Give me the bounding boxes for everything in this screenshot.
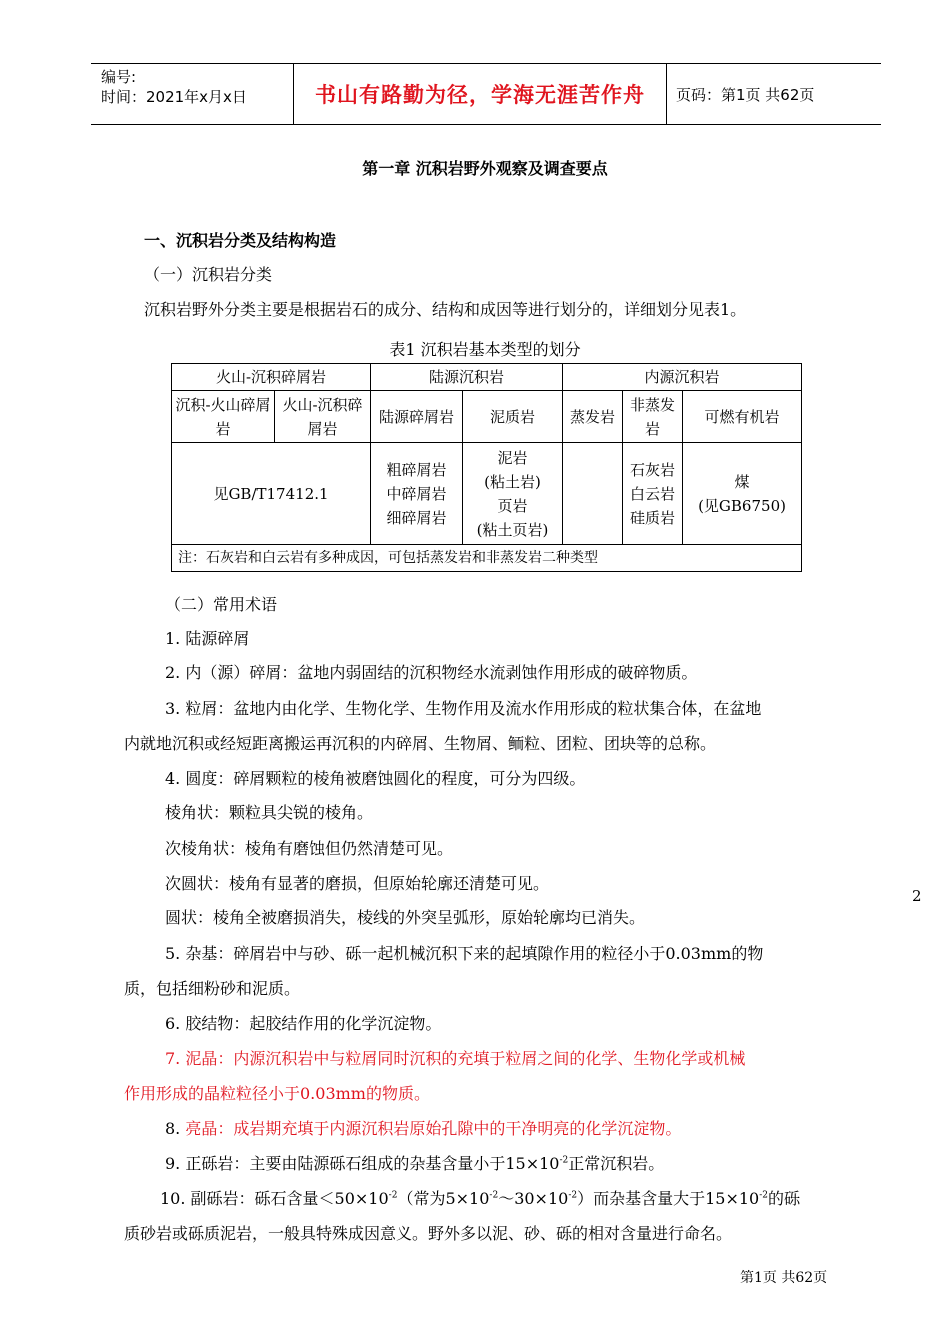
term-item: 质，包括细粉砂和泥质。 xyxy=(124,979,301,998)
subsection-title: （二）常用术语 xyxy=(165,595,278,614)
term-item xyxy=(165,1046,745,1069)
term-item: 6. 胶结物：起胶结作用的化学沉淀物。 xyxy=(165,1014,442,1033)
sub-header: 火山-沉积碎屑岩 xyxy=(275,391,371,443)
superscript: -2 xyxy=(489,1190,499,1201)
cell-nonevaporite xyxy=(623,443,683,545)
superscript: -2 xyxy=(559,1155,569,1166)
term-item: 内就地沉积或经短距离搬运再沉积的内碎屑、生物屑、鲕粒、团粒、团块等的总称。 xyxy=(124,734,717,753)
term-text: 10. 副砾岩：砾石含量＜50×10 xyxy=(160,1189,389,1208)
page-footer: 第1页 共62页 xyxy=(740,1270,828,1286)
cell-line: 页岩 xyxy=(497,496,528,515)
term-text: 的砾 xyxy=(768,1189,801,1208)
header-divider xyxy=(666,64,667,124)
cell-line: 中碎屑岩 xyxy=(386,484,447,503)
term-number: 8. xyxy=(165,1119,181,1138)
term-text: 9. 正砾岩：主要由陆源砾石组成的杂基含量小于15×10 xyxy=(165,1154,560,1173)
intro-paragraph: 沉积岩野外分类主要是根据岩石的成分、结构和成因等进行划分的，详细划分见表1。 xyxy=(144,300,747,319)
term-item: 5. 杂基：碎屑岩中与砂、砾一起机械沉积下来的起填隙作用的粒径小于0.03mm的物 xyxy=(165,944,764,963)
cell-line: 石灰岩 xyxy=(630,460,676,479)
term-text: （常为5×10 xyxy=(397,1189,490,1208)
cell-line: (粘土页岩) xyxy=(476,520,549,539)
chapter-title: 第一章 沉积岩野外观察及调查要点 xyxy=(362,159,608,178)
cell-line: 煤 xyxy=(734,472,750,491)
sub-header: 陆源碎屑岩 xyxy=(371,391,463,443)
term-item: 3. 粒屑：盆地内由化学、生物化学、生物作用及流水作用形成的粒状集合体，在盆地 xyxy=(165,699,762,718)
cell-line: 白云岩 xyxy=(630,484,676,503)
side-page-number: 2 xyxy=(912,887,922,905)
table-caption: 表1 沉积岩基本类型的划分 xyxy=(389,340,581,359)
term-item xyxy=(165,1116,681,1139)
term-text: ）而杂基含量大于15×10 xyxy=(577,1189,760,1208)
term-item: 圆状：棱角全被磨损消失，棱线的外突呈弧形，原始轮廓均已消失。 xyxy=(165,908,646,927)
sub-header: 蒸发岩 xyxy=(563,391,623,443)
cell-line: 粗碎屑岩 xyxy=(386,460,447,479)
time-label: 时间：2021年x月x日 xyxy=(101,88,247,106)
group-header-terrigenous: 陆源沉积岩 xyxy=(371,364,563,391)
cell-organic xyxy=(683,443,802,545)
term-item: 1. 陆源碎屑 xyxy=(165,629,250,648)
term-item: 2. 内（源）碎屑：盆地内弱固结的沉积物经水流剥蚀作用形成的破碎物质。 xyxy=(165,663,698,682)
term-item xyxy=(160,1186,800,1209)
superscript: -2 xyxy=(568,1190,578,1201)
term-item: 4. 圆度：碎屑颗粒的棱角被磨蚀圆化的程度，可分为四级。 xyxy=(165,769,586,788)
term-item: 次圆状：棱角有显著的磨损，但原始轮廓还清楚可见。 xyxy=(165,874,550,893)
cell-clastic xyxy=(371,443,463,545)
table-note: 注：石灰岩和白云岩有多种成因，可包括蒸发岩和非蒸发岩二种类型 xyxy=(172,545,802,572)
header-page-label: 页码：第1页 共62页 xyxy=(676,85,815,104)
group-header-endogenous: 内源沉积岩 xyxy=(563,364,802,391)
sub-header: 泥质岩 xyxy=(463,391,563,443)
term-item: 质砂岩或砾质泥岩，一般具特殊成因意义。野外多以泥、砂、砾的相对含量进行命名。 xyxy=(124,1224,733,1243)
term-text-red: 亮晶：成岩期充填于内源沉积岩原始孔隙中的干净明亮的化学沉淀物。 xyxy=(185,1119,682,1138)
section-title: 一、沉积岩分类及结构构造 xyxy=(144,231,337,250)
sub-header: 非蒸发岩 xyxy=(623,391,683,443)
term-item: 棱角状：颗粒具尖锐的棱角。 xyxy=(165,803,374,822)
term-text: ～30×10 xyxy=(498,1189,569,1208)
term-item: 次棱角状：棱角有磨蚀但仍然清楚可见。 xyxy=(165,839,454,858)
superscript: -2 xyxy=(388,1190,398,1201)
sub-header: 可燃有机岩 xyxy=(683,391,802,443)
superscript: -2 xyxy=(759,1190,769,1201)
cell-mud xyxy=(463,443,563,545)
group-header-volcanic: 火山-沉积碎屑岩 xyxy=(172,364,371,391)
sub-header: 沉积-火山碎屑岩 xyxy=(172,391,275,443)
term-text-red: 7. 泥晶：内源沉积岩中与粒屑同时沉积的充填于粒屑之间的化学、生物化学或机械 xyxy=(165,1049,746,1068)
cell-line: (见GB6750) xyxy=(698,496,786,515)
page-header xyxy=(91,63,881,125)
cell-line: 泥岩 xyxy=(497,448,528,467)
subsection-title: （一）沉积岩分类 xyxy=(144,265,273,284)
header-meta xyxy=(101,67,291,107)
cell-evaporite xyxy=(563,443,623,545)
cell-line: (粘土岩) xyxy=(484,472,541,491)
cell-volcanic: 见GB/T17412.1 xyxy=(172,443,371,545)
term-text: 正常沉积岩。 xyxy=(568,1154,665,1173)
header-motto: 书山有路勤为径，学海无涯苦作舟 xyxy=(315,83,645,107)
cell-line: 细碎屑岩 xyxy=(386,508,447,527)
term-item xyxy=(165,1151,664,1174)
term-item: 作用形成的晶粒粒径小于0.03mm的物质。 xyxy=(124,1084,430,1103)
cell-line: 硅质岩 xyxy=(630,508,676,527)
rock-classification-table xyxy=(171,363,802,572)
code-label: 编号: xyxy=(101,68,137,86)
